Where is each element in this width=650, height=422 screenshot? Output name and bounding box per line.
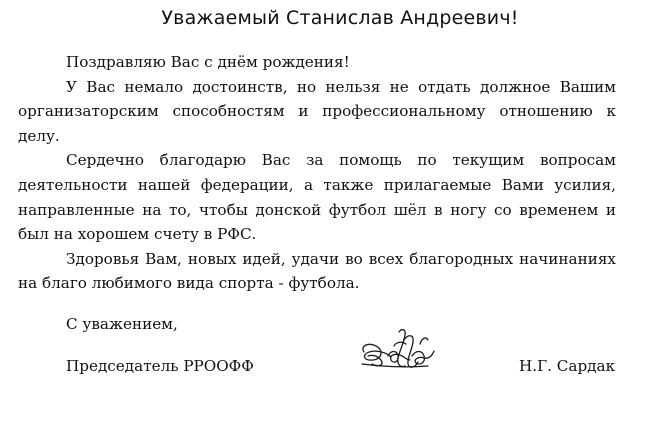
paragraph-wishes: Здоровья Вам, новых идей, удачи во всех благородных начинаниях на благо любимого вида спорта - футбола. [18,249,616,293]
paragraph-merits: У Вас немало достоинств, но нельзя не отдать должное Вашим организаторским способностям и профессиональному отношению к делу. [18,77,616,145]
signer-position: Председатель РРООФФ [66,357,254,375]
letter-body [18,50,616,296]
paragraph-birthday: Поздравляю Вас с днём рождения! [66,53,350,71]
handwritten-signature-icon [358,326,440,378]
paragraph-gratitude: Сердечно благодарю Вас за помощь по текущим вопросам деятельности нашей федерации, а также прилагаемые Вами усилия, направленные на то, чтобы донской футбол шёл в ногу со временем и был на хорошем счету в РФС. [18,151,616,244]
closing-phrase: С уважением, [66,315,178,333]
signer-name: Н.Г. Сардак [519,357,616,375]
letter-greeting: Уважаемый Станислав Андреевич! [161,7,519,29]
